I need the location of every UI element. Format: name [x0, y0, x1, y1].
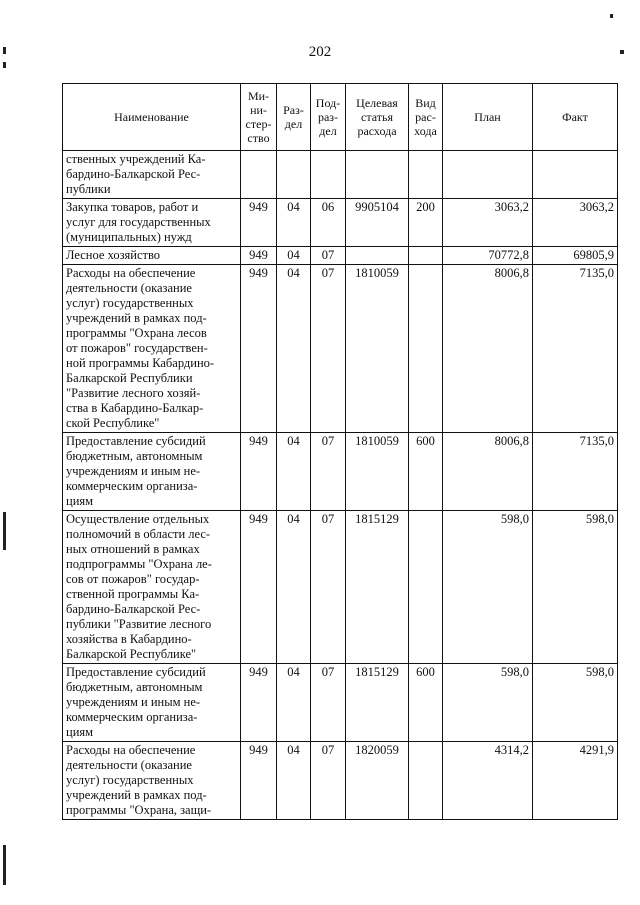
budget-table [62, 83, 618, 820]
cell-fact: 4291,9 [533, 742, 618, 820]
cell-plan: 70772,8 [443, 247, 533, 265]
cell-name: Предоставление субсидий бюджетным, автономным учреждениям и иным не- коммерческим организа- циям [63, 664, 241, 742]
cell-fact: 598,0 [533, 511, 618, 664]
table-row [63, 433, 618, 511]
header-fact: Факт [533, 84, 618, 151]
cell-ministry: 949 [241, 511, 277, 664]
cell-expense-type: 200 [409, 199, 443, 247]
cell-expense-type: 600 [409, 433, 443, 511]
header-expense-type: Вид рас- хода [409, 84, 443, 151]
scan-mark [3, 845, 6, 885]
scan-mark [620, 50, 624, 54]
header-subsection: Под- раз- дел [311, 84, 346, 151]
cell-name: Предоставление субсидий бюджетным, автономным учреждениям и иным не- коммерческим организа- циям [63, 433, 241, 511]
cell-expense-type [409, 151, 443, 199]
table-row [63, 742, 618, 820]
scan-mark [3, 512, 6, 550]
cell-fact: 69805,9 [533, 247, 618, 265]
table-row [63, 265, 618, 433]
cell-expense-type [409, 511, 443, 664]
cell-fact: 7135,0 [533, 265, 618, 433]
cell-name: Расходы на обеспечение деятельности (оказание услуг) государственных учреждений в рамках под- программы "Охрана лесов от пожаров" государствен- ной программы Кабардино- Балкарской Республики "Развитие лесного хозяй- ства в Кабардино-Балкар- ской Республике" [63, 265, 241, 433]
cell-section: 04 [277, 742, 311, 820]
cell-expense-type [409, 265, 443, 433]
cell-section: 04 [277, 664, 311, 742]
cell-ministry: 949 [241, 433, 277, 511]
scan-mark [3, 47, 6, 54]
cell-fact: 3063,2 [533, 199, 618, 247]
cell-subsection: 07 [311, 511, 346, 664]
cell-section: 04 [277, 265, 311, 433]
cell-ministry: 949 [241, 265, 277, 433]
table-row [63, 151, 618, 199]
cell-expense-type: 600 [409, 664, 443, 742]
cell-plan: 598,0 [443, 511, 533, 664]
page-number: 202 [308, 44, 332, 60]
header-ministry: Ми- ни- стер- ство [241, 84, 277, 151]
cell-target-item: 1815129 [346, 664, 409, 742]
cell-plan: 8006,8 [443, 433, 533, 511]
cell-subsection: 06 [311, 199, 346, 247]
cell-expense-type [409, 742, 443, 820]
cell-name: ственных учреждений Ка- бардино-Балкарской Рес- публики [63, 151, 241, 199]
cell-subsection: 07 [311, 664, 346, 742]
cell-name: Расходы на обеспечение деятельности (оказание услуг) государственных учреждений в рамках под- программы "Охрана, защи- [63, 742, 241, 820]
table-row [63, 247, 618, 265]
cell-target-item [346, 247, 409, 265]
table-row [63, 664, 618, 742]
cell-section: 04 [277, 247, 311, 265]
table-header-row [63, 84, 618, 151]
cell-expense-type [409, 247, 443, 265]
cell-target-item: 1810059 [346, 433, 409, 511]
header-name: Наименование [63, 84, 241, 151]
cell-name: Осуществление отдельных полномочий в области лес- ных отношений в рамках подпрограммы "Охрана ле- сов от пожаров" государ- ственной программы Ка- бардино-Балкарской Рес- публики "Развитие лесного хозяйства в Кабардино- Балкарской Республике" [63, 511, 241, 664]
cell-fact: 598,0 [533, 664, 618, 742]
cell-plan: 3063,2 [443, 199, 533, 247]
cell-target-item: 9905104 [346, 199, 409, 247]
cell-ministry: 949 [241, 742, 277, 820]
cell-target-item: 1820059 [346, 742, 409, 820]
cell-ministry: 949 [241, 199, 277, 247]
cell-subsection: 07 [311, 247, 346, 265]
header-plan: План [443, 84, 533, 151]
cell-subsection: 07 [311, 433, 346, 511]
cell-fact: 7135,0 [533, 433, 618, 511]
cell-target-item: 1815129 [346, 511, 409, 664]
cell-target-item: 1810059 [346, 265, 409, 433]
cell-subsection [311, 151, 346, 199]
table-row [63, 199, 618, 247]
cell-ministry: 949 [241, 664, 277, 742]
cell-plan [443, 151, 533, 199]
scan-mark [3, 62, 6, 68]
table-row [63, 511, 618, 664]
cell-name: Закупка товаров, работ и услуг для государственных (муниципальных) нужд [63, 199, 241, 247]
cell-target-item [346, 151, 409, 199]
cell-subsection: 07 [311, 742, 346, 820]
cell-plan: 598,0 [443, 664, 533, 742]
header-section: Раз- дел [277, 84, 311, 151]
cell-section: 04 [277, 199, 311, 247]
cell-section: 04 [277, 433, 311, 511]
cell-name: Лесное хозяйство [63, 247, 241, 265]
cell-ministry [241, 151, 277, 199]
cell-plan: 8006,8 [443, 265, 533, 433]
cell-section: 04 [277, 511, 311, 664]
header-target-item: Целевая статья расхода [346, 84, 409, 151]
cell-fact [533, 151, 618, 199]
cell-plan: 4314,2 [443, 742, 533, 820]
cell-ministry: 949 [241, 247, 277, 265]
scan-mark [610, 14, 613, 18]
cell-section [277, 151, 311, 199]
cell-subsection: 07 [311, 265, 346, 433]
